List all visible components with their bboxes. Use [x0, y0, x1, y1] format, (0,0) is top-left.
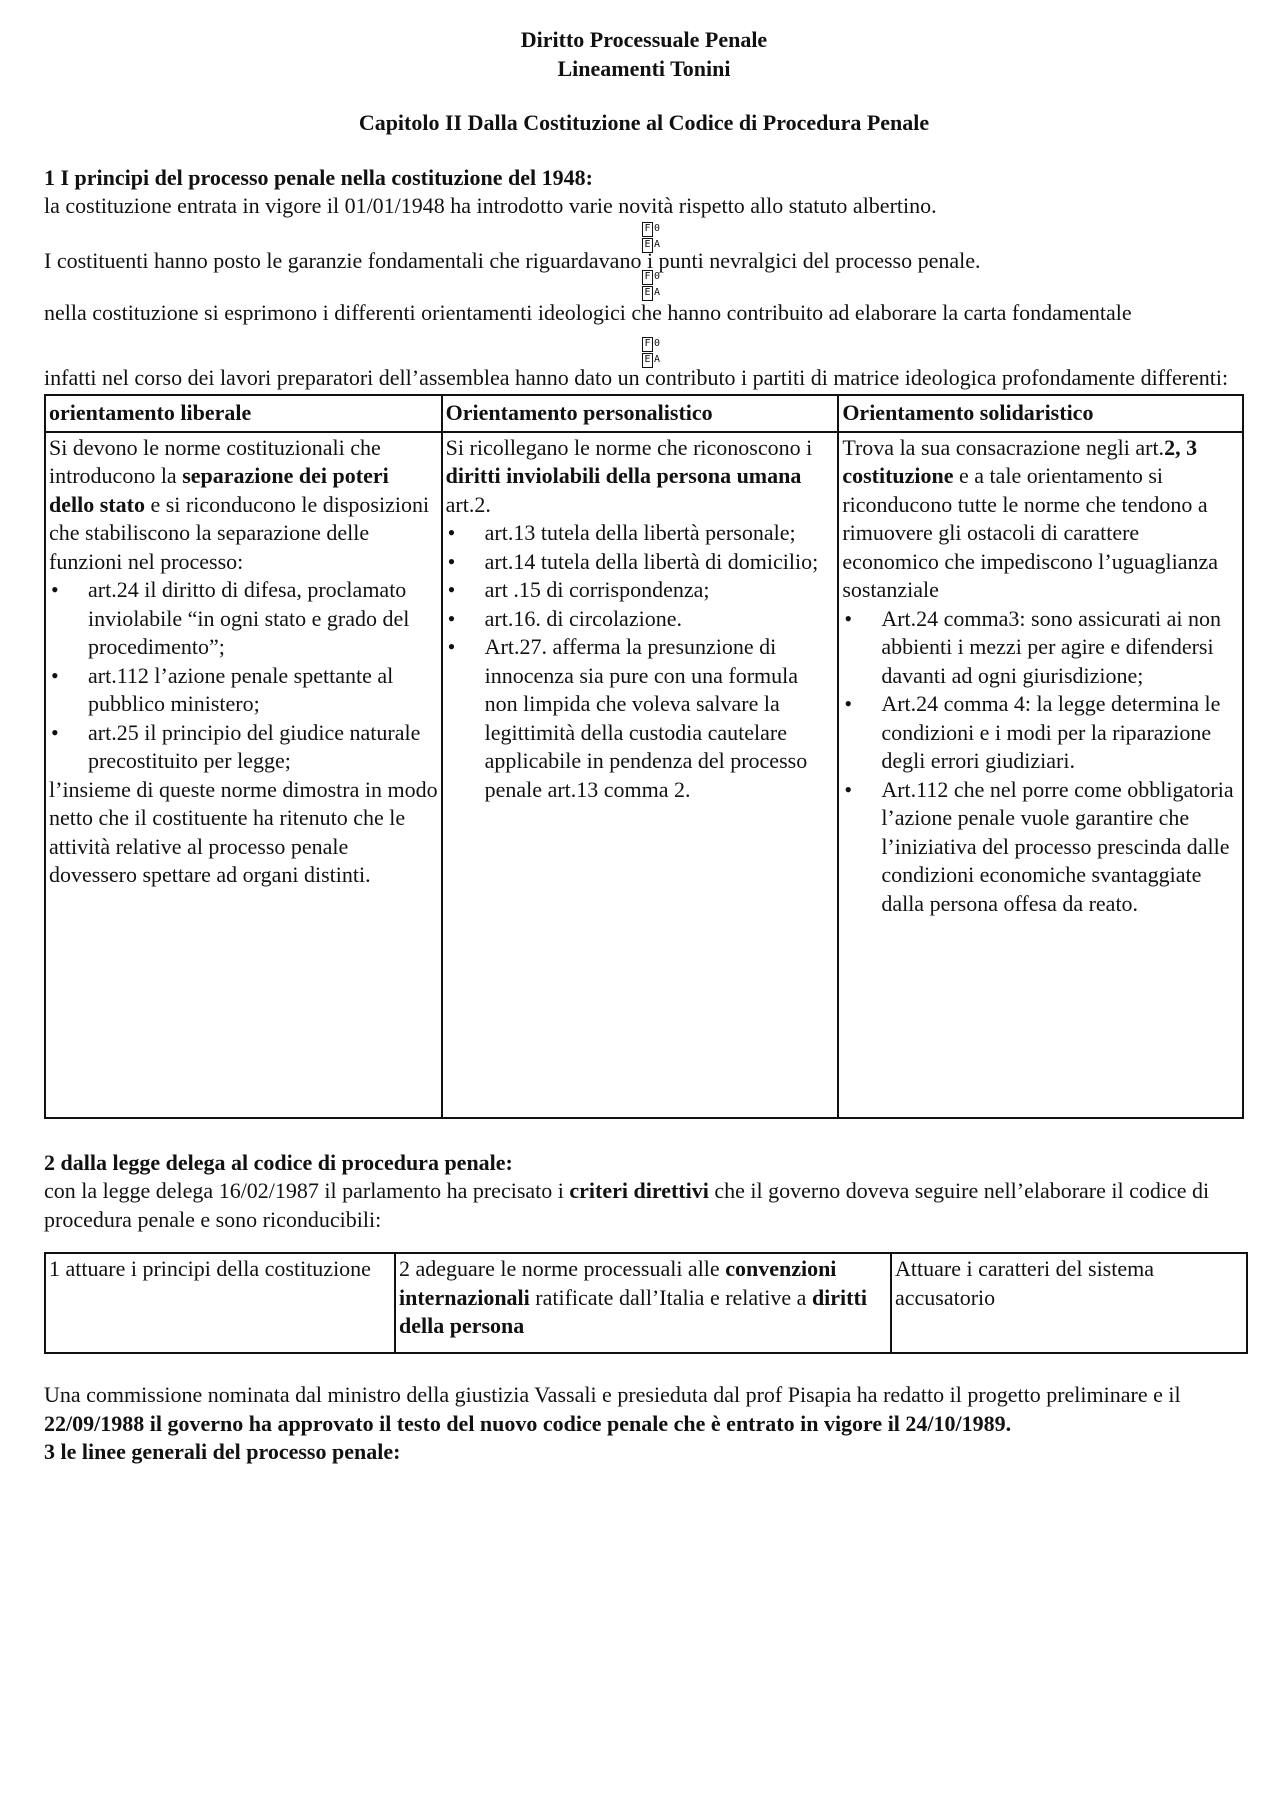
section-1-paragraph-1: la costituzione entrata in vigore il 01/01/1948 ha introdotto varie novità rispetto allo statuto albertino.: [44, 193, 937, 218]
article-list: [446, 519, 835, 804]
missing-glyph-icon: F 0 E A: [642, 269, 664, 303]
list-item: • Art.27. afferma la presunzione di innocenza sia pure con una formula non limpida che voleva salvare la legittimità della custodia cautelare applicabile in pendenza del processo penale art.13 comma 2.: [446, 633, 835, 804]
list-item: • art .15 di corrispondenza;: [446, 576, 835, 605]
cell-conclusion: l’insieme di queste norme dimostra in modo netto che il costituente ha ritenuto che le attività relative al processo penale dovessero spettare ad organi distinti.: [49, 776, 438, 887]
missing-glyph-icon: F 0 E A: [642, 221, 664, 255]
criteria-cell-2: 2 adeguare le norme processuali alle convenzioni internazionali ratificate dall’Italia e relative a diritti della persona: [395, 1253, 891, 1353]
cell-liberal: [45, 432, 442, 1118]
list-item: • art.24 il diritto di difesa, proclamato inviolabile “in ogni stato e grado del procedimento”;: [49, 576, 438, 662]
list-item: • art.16. di circolazione.: [446, 605, 835, 634]
section-2-heading: 2 dalla legge delega al codice di procedura penale:: [44, 1149, 513, 1175]
cell-text: art.2.: [445, 491, 491, 517]
cell-text: e a tale orientamento si riconducono tutte le norme che tendono a rimuovere gli ostacoli di carattere economico che impediscono l’uguaglianza sostanziale: [842, 463, 1219, 602]
section-2-paragraph-2: Una commissione nominata dal ministro della giustizia Vassali e presieduta dal prof Pisapia ha redatto il progetto preliminare e il 22/09/1988 il governo ha approvato il testo del nuovo codice penale che è entrato in vigore il 24/10/1989.: [44, 1382, 1181, 1436]
cell-solidarist: [838, 432, 1243, 1118]
list-item: • art.13 tutela della libertà personale;: [446, 519, 835, 548]
criteri-direttivi: criteri direttivi: [569, 1178, 709, 1203]
section-2-paragraph-1: con la legge delega 16/02/1987 il parlamento ha precisato i criteri direttivi che il governo doveva seguire nell’elaborare il codice di procedura penale e sono riconducibili:: [44, 1178, 1210, 1232]
criteria-cell-1: 1 attuare i principi della costituzione: [45, 1253, 395, 1353]
section-2: [44, 1149, 1244, 1439]
section-1: [44, 164, 1244, 393]
chapter-title: Capitolo II Dalla Costituzione al Codice di Procedura Penale: [358, 110, 930, 135]
table-row: [45, 1253, 1247, 1353]
header-personalist: Orientamento personalistico: [442, 395, 839, 432]
orientations-table: [44, 394, 1244, 1119]
document-subtitle: Lineamenti Tonini: [557, 55, 731, 81]
header-liberal: orientamento liberale: [45, 395, 442, 432]
table-row: [45, 432, 1243, 1118]
missing-glyph-icon: F 0 E A: [642, 336, 664, 370]
criteria-cell-3: Attuare i caratteri del sistema accusatorio: [891, 1253, 1247, 1353]
cell-bold-text: 2, 3 costituzione: [842, 434, 1198, 488]
cell-bold-text: separazione dei poteri dello stato: [49, 463, 389, 517]
list-item: • Art.24 comma3: sono assicurati ai non abbienti i mezzi per agire e difendersi davanti ad ogni giurisdizione;: [842, 605, 1239, 691]
section-1-paragraph-2: I costituenti hanno posto le garanzie fondamentali che riguardavano i punti nevralgici del processo penale.: [44, 247, 981, 273]
list-item: • Art.24 comma 4: la legge determina le condizioni e i modi per la riparazione degli errori giudiziari.: [842, 690, 1239, 776]
cell-text: e si riconducono le disposizioni che stabiliscono la separazione delle funzioni nel processo:: [49, 491, 430, 574]
criteria-table: [44, 1252, 1248, 1354]
document-title: Diritto Processuale Penale: [520, 27, 768, 52]
list-item: • art.112 l’azione penale spettante al pubblico ministero;: [49, 662, 438, 719]
article-list: [842, 605, 1239, 919]
list-item: • art.25 il principio del giudice naturale precostituito per legge;: [49, 719, 438, 776]
table-header-row: [45, 395, 1243, 432]
cell-text: Si ricollegano le norme che riconoscono i: [445, 434, 813, 460]
article-list: [49, 576, 438, 776]
list-item: • Art.112 che nel porre come obbligatoria l’azione penale vuole garantire che l’iniziativa del processo prescinda dalle condizioni economiche svantaggiate dalla persona offesa da reato.: [842, 776, 1239, 919]
section-3-heading: 3 le linee generali del processo penale:: [44, 1439, 401, 1464]
cell-bold-text: diritti inviolabili della persona umana: [445, 463, 802, 488]
section-1-paragraph-4: infatti nel corso dei lavori preparatori dell’assemblea hanno dato un contributo i partiti di matrice ideologica profondamente differenti:: [44, 364, 1229, 390]
section-1-paragraph-3: nella costituzione si esprimono i differenti orientamenti ideologici che hanno contribuito ad elaborare la carta fondamentale: [44, 300, 1132, 325]
header-solidarist: Orientamento solidaristico: [838, 395, 1243, 432]
cell-text: Trova la sua consacrazione negli art.: [842, 434, 1165, 460]
cell-personalist: [442, 432, 839, 1118]
section-1-heading: 1 I principi del processo penale nella costituzione del 1948:: [44, 164, 593, 190]
list-item: • art.14 tutela della libertà di domicilio;: [446, 548, 835, 577]
cell-text: Si devono le norme costituzionali che introducono la: [49, 434, 381, 488]
document-page: [44, 26, 1244, 1467]
